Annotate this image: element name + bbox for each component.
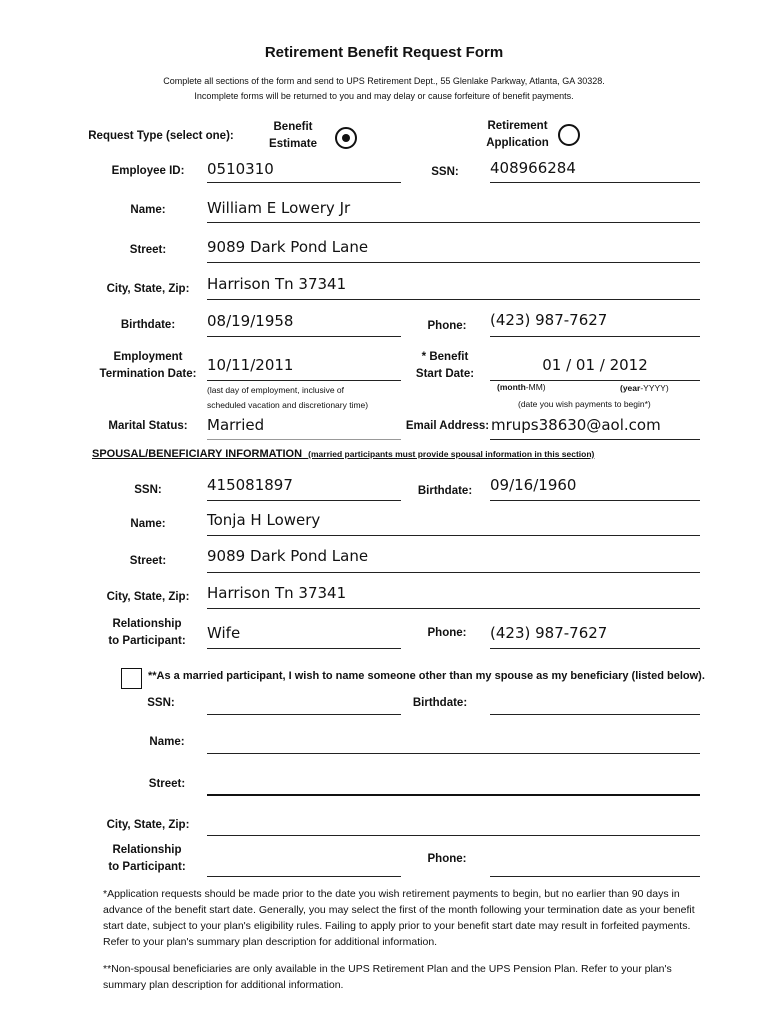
intro-line-2: Incomplete forms will be returned to you and may delay or cause forfeiture of benefit payments.	[194, 91, 574, 101]
employee-id-label: Employee ID:	[111, 165, 185, 177]
spouse-name-field[interactable]: Tonja H Lowery	[207, 511, 321, 529]
relationship-label: Relationship to Participant:	[108, 618, 186, 647]
beneficiary-ssn-field[interactable]	[207, 714, 401, 715]
street-underline	[207, 262, 700, 263]
retirement-application-label: Retirement Application	[486, 120, 549, 149]
spouse-street-label: Street:	[129, 555, 167, 567]
form-title: Retirement Benefit Request Form	[264, 44, 504, 61]
employee-id-field[interactable]: 0510310	[207, 160, 274, 178]
spouse-phone-field[interactable]: (423) 987-7627	[490, 624, 608, 642]
spouse-phone-label: Phone:	[427, 627, 467, 639]
name-field[interactable]: William E Lowery Jr	[207, 199, 351, 217]
street-label: Street:	[129, 244, 167, 256]
alternate-beneficiary-text: **As a married participant, I wish to name someone other than my spouse as my beneficiary (listed below).	[148, 670, 705, 682]
spouse-city-state-zip-field[interactable]: Harrison Tn 37341	[207, 584, 347, 602]
spouse-city-state-zip-underline	[207, 608, 700, 609]
ssn-underline	[490, 182, 700, 183]
email-address-underline	[490, 439, 700, 440]
marital-status-label: Marital Status:	[108, 420, 188, 432]
spousal-section-heading: SPOUSAL/BENEFICIARY INFORMATION (married participants must provide spousal information in this section)	[92, 448, 595, 460]
spouse-birthdate-label: Birthdate:	[417, 485, 473, 497]
alternate-beneficiary-checkbox[interactable]	[121, 668, 142, 689]
beneficiary-phone-label: Phone:	[427, 853, 467, 865]
spouse-street-field[interactable]: 9089 Dark Pond Lane	[207, 547, 369, 565]
ssn-label: SSN:	[431, 166, 459, 178]
marital-status-field[interactable]: Married	[207, 416, 265, 434]
relationship-field[interactable]: Wife	[207, 624, 241, 642]
spouse-city-state-zip-label: City, State, Zip:	[106, 591, 190, 603]
beneficiary-city-state-zip-label: City, State, Zip:	[106, 819, 190, 831]
spouse-birthdate-field[interactable]: 09/16/1960	[490, 476, 577, 494]
relationship-underline	[207, 648, 401, 649]
name-underline	[207, 222, 700, 223]
ssn-field[interactable]: 408966284	[490, 159, 576, 177]
beneficiary-city-state-zip-field[interactable]	[207, 835, 700, 836]
beneficiary-birthdate-label: Birthdate:	[412, 697, 468, 709]
phone-underline	[490, 336, 700, 337]
spouse-street-underline	[207, 572, 700, 573]
beneficiary-relationship-field[interactable]	[207, 876, 401, 877]
benefit-estimate-label: Benefit Estimate	[269, 121, 317, 150]
spouse-birthdate-underline	[490, 500, 700, 501]
retirement-application-radio[interactable]	[558, 124, 580, 146]
beneficiary-street-label: Street:	[148, 778, 186, 790]
request-type-label: Request Type (select one):	[88, 130, 234, 142]
beneficiary-phone-field[interactable]	[490, 876, 700, 877]
spouse-ssn-underline	[207, 500, 401, 501]
phone-field[interactable]: (423) 987-7627	[490, 311, 608, 329]
spouse-phone-underline	[490, 648, 700, 649]
footnote-application-timing: *Application requests should be made prior to the date you wish retirement payments to begin, but no earlier than 90 days in advance of the benefit start date. Generally, you may select the first of the month following your termination date as your benefit start date, subject to your plan's eligibility rules. Failing to apply prior to your benefit start date may result in forfeited payments. Refer to your plan's summary plan description for additional information.	[103, 888, 695, 948]
birthdate-underline	[207, 336, 401, 337]
email-address-label: Email Address:	[405, 420, 490, 432]
phone-label: Phone:	[427, 320, 467, 332]
termination-date-label: Employment Termination Date:	[99, 351, 197, 380]
beneficiary-ssn-label: SSN:	[147, 697, 175, 709]
city-state-zip-field[interactable]: Harrison Tn 37341	[207, 275, 347, 293]
beneficiary-name-field[interactable]	[207, 753, 700, 754]
year-format-hint: (year-YYYY)	[620, 383, 669, 393]
city-state-zip-underline	[207, 299, 700, 300]
footnote-non-spousal-beneficiaries: **Non-spousal beneficiaries are only available in the UPS Retirement Plan and the UPS Pension Plan. Refer to your plan's summary plan description for additional information.	[103, 963, 672, 991]
spouse-ssn-label: SSN:	[134, 484, 162, 496]
birthdate-field[interactable]: 08/19/1958	[207, 312, 294, 330]
termination-date-note-2: scheduled vacation and discretionary time)	[207, 400, 369, 410]
beneficiary-street-field[interactable]	[207, 794, 700, 796]
beneficiary-name-label: Name:	[149, 736, 185, 748]
beneficiary-birthdate-field[interactable]	[490, 714, 700, 715]
termination-date-note-1: (last day of employment, inclusive of	[207, 385, 345, 395]
benefit-start-date-field[interactable]: 01 / 01 / 2012	[542, 356, 648, 374]
email-address-field[interactable]: mrups38630@aol.com	[491, 416, 661, 434]
beneficiary-relationship-label: Relationship to Participant:	[108, 844, 186, 873]
spouse-name-label: Name:	[130, 518, 166, 530]
intro-line-1: Complete all sections of the form and send to UPS Retirement Dept., 55 Glenlake Parkway, Atlanta, GA 30328.	[163, 76, 605, 86]
street-field[interactable]: 9089 Dark Pond Lane	[207, 238, 369, 256]
spouse-ssn-field[interactable]: 415081897	[207, 476, 293, 494]
benefit-estimate-radio[interactable]	[335, 127, 357, 149]
name-label: Name:	[130, 204, 166, 216]
start-date-note: (date you wish payments to begin*)	[518, 399, 651, 409]
radio-selected-dot	[342, 134, 350, 142]
month-format-hint: (month-MM)	[497, 382, 546, 392]
termination-date-field[interactable]: 10/11/2011	[207, 356, 294, 374]
marital-status-underline	[207, 439, 401, 440]
termination-date-underline	[207, 380, 401, 381]
spouse-name-underline	[207, 535, 700, 536]
benefit-start-date-label: * Benefit Start Date:	[415, 351, 475, 380]
city-state-zip-label: City, State, Zip:	[106, 283, 190, 295]
birthdate-label: Birthdate:	[120, 319, 176, 331]
employee-id-underline	[207, 182, 401, 183]
